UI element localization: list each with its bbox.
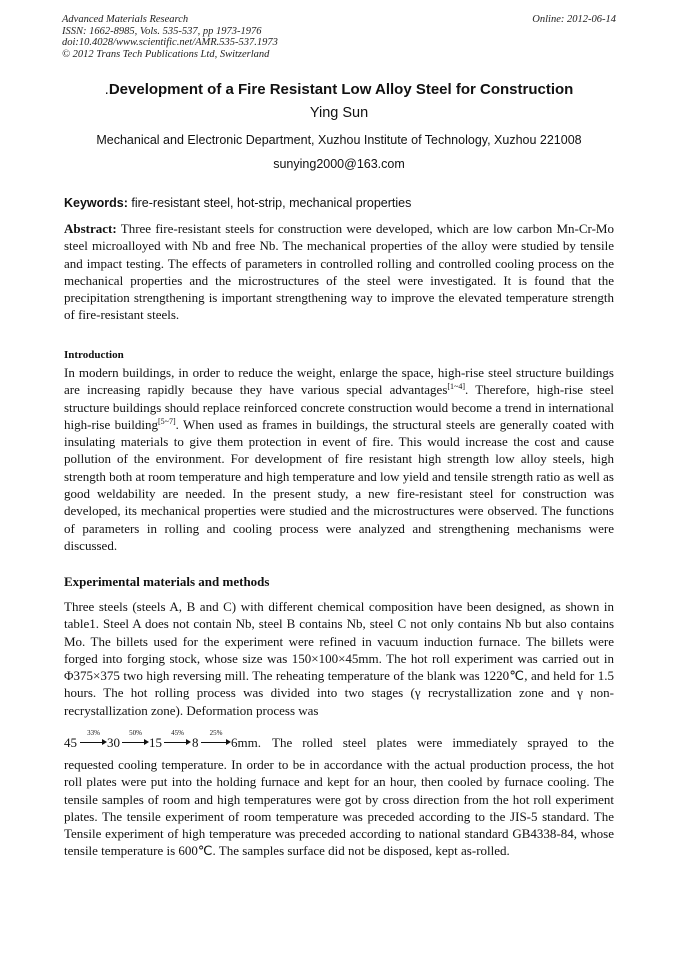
- intro-text-2: . Therefore, high-rise steel structure buildings should replace reinforced concrete construction would become a trend in international high-rise building: [64, 382, 614, 432]
- reduction-arrow: [80, 730, 107, 748]
- intro-text-3: . When used as frames in buildings, the structural steels are generally coated with insulating materials to give them protection in event of fire. This would increase the cost and cause pollution of the environment. For development of fire resistant high strength low alloy steels, high strength both at room temperature and high temperature and low yield and tensile strength ratio as well as good weldability are needed. In the present study, a new fire-resistant steel for construction was developed, its mechanical properties were studied and the microstructures were observed. The functions of parameters in rolling and cooling process were analyzed and strengthening mechanisms were discussed.: [64, 416, 614, 553]
- issn-line: ISSN: 1662-8985, Vols. 535-537, pp 1973-1976: [62, 25, 262, 37]
- reduction-arrow: [164, 730, 191, 748]
- reduction-percent: 50%: [129, 729, 142, 737]
- intro-text-1: In modern buildings, in order to reduce the weight, enlarge the space, high-rise steel structure buildings are increasing rapidly because they have various special advantages: [64, 365, 614, 398]
- title-mark: .: [104, 81, 109, 98]
- thickness-step: 30: [107, 735, 120, 750]
- affiliation: Mechanical and Electronic Department, Xuzhou Institute of Technology, Xuzhou 221008: [96, 133, 582, 147]
- reduction-arrow: [122, 730, 149, 748]
- abstract-text: Three fire-resistant steels for construction were developed, which are low carbon Mn-Cr-Mo steel microalloyed with Nb and free Nb. The mechanical properties of the alloy were studied by tensile and impact testing. The effects of parameters in controlled rolling and controlled cooling process on the mechanical properties and the microstructures of the steel were investigated. It is found that the precipitation strengthening is important strengthening way to improve the elevated temperature strength of fire-resistant steels.: [64, 221, 614, 323]
- reduction-percent: 45%: [171, 729, 184, 737]
- reduction-percent: 25%: [209, 729, 223, 737]
- keywords-text: fire-resistant steel, hot-strip, mechanical properties: [127, 196, 412, 210]
- author-email[interactable]: sunying2000@163.com: [273, 157, 405, 171]
- citation-1-4[interactable]: [1~4]: [447, 382, 466, 392]
- sequence-tail: The rolled steel plates were immediately sprayed to the: [272, 735, 614, 750]
- thickness-step: 45: [64, 735, 77, 750]
- keywords: [64, 196, 624, 210]
- doi-line[interactable]: doi:10.4028/www.scientific.net/AMR.535-537.1973: [62, 37, 278, 48]
- thickness-step: 15: [149, 735, 162, 750]
- reduction-percent: 33%: [87, 729, 100, 737]
- experimental-paragraph-2: requested cooling temperature. In order to be in accordance with the actual production process, the hot roll plates were put into the holding furnace and kept for an hour, then cooled by furnace cooling. The tensile samples of room and high temperatures were got by cross direction from the hot roll experiment plates. The tensile experiment of room temperature was preceded according to the JIS-5 standard. The Tensile experiment of high temperature was preceded according to national standard GB4338-84, whose tensile temperature is 600℃. The samples surface did not be disposed, kept as-rolled.: [64, 757, 614, 859]
- abstract: [64, 220, 614, 324]
- journal-header: [62, 14, 616, 60]
- citation-5-7[interactable]: [5~7]: [157, 416, 176, 426]
- abstract-label: Abstract:: [64, 221, 117, 236]
- paper-title-text: Development of a Fire Resistant Low Alloy Steel for Construction: [108, 81, 574, 98]
- keywords-label: Keywords:: [64, 196, 128, 210]
- author-name: Ying Sun: [309, 105, 369, 121]
- introduction-paragraph: [64, 364, 614, 554]
- paper-title: [0, 81, 678, 98]
- thickness-step: 8: [192, 735, 199, 750]
- copyright-line: © 2012 Trans Tech Publications Ltd, Switzerland: [62, 48, 270, 60]
- deformation-sequence: [64, 730, 614, 754]
- thickness-step: 6mm.: [231, 735, 261, 750]
- reduction-arrow: [201, 730, 231, 748]
- experimental-paragraph-1: Three steels (steels A, B and C) with different chemical composition have been designed, as shown in table1. Steel A does not contain Nb, steel B contains Nb, steel C not only contains Nb but also contains Mo. The billets used for the experiment were refined in vacuum induction furnace. The billets were forged into forging stock, whose size was 150×100×45mm. The hot roll experiment was carried out in Φ375×375 two high reversing mill. The reheating temperature of the blank was 1220℃, and held for 1.5 hours. The hot rolling process was divided into two stages (γ recrystallization zone and γ non-recrystallization zone). Deformation process was: [64, 599, 614, 718]
- introduction-heading: Introduction: [64, 349, 124, 361]
- online-date: Online: 2012-06-14: [532, 14, 616, 25]
- journal-name: Advanced Materials Research: [62, 14, 189, 25]
- experimental-heading: Experimental materials and methods: [64, 574, 270, 589]
